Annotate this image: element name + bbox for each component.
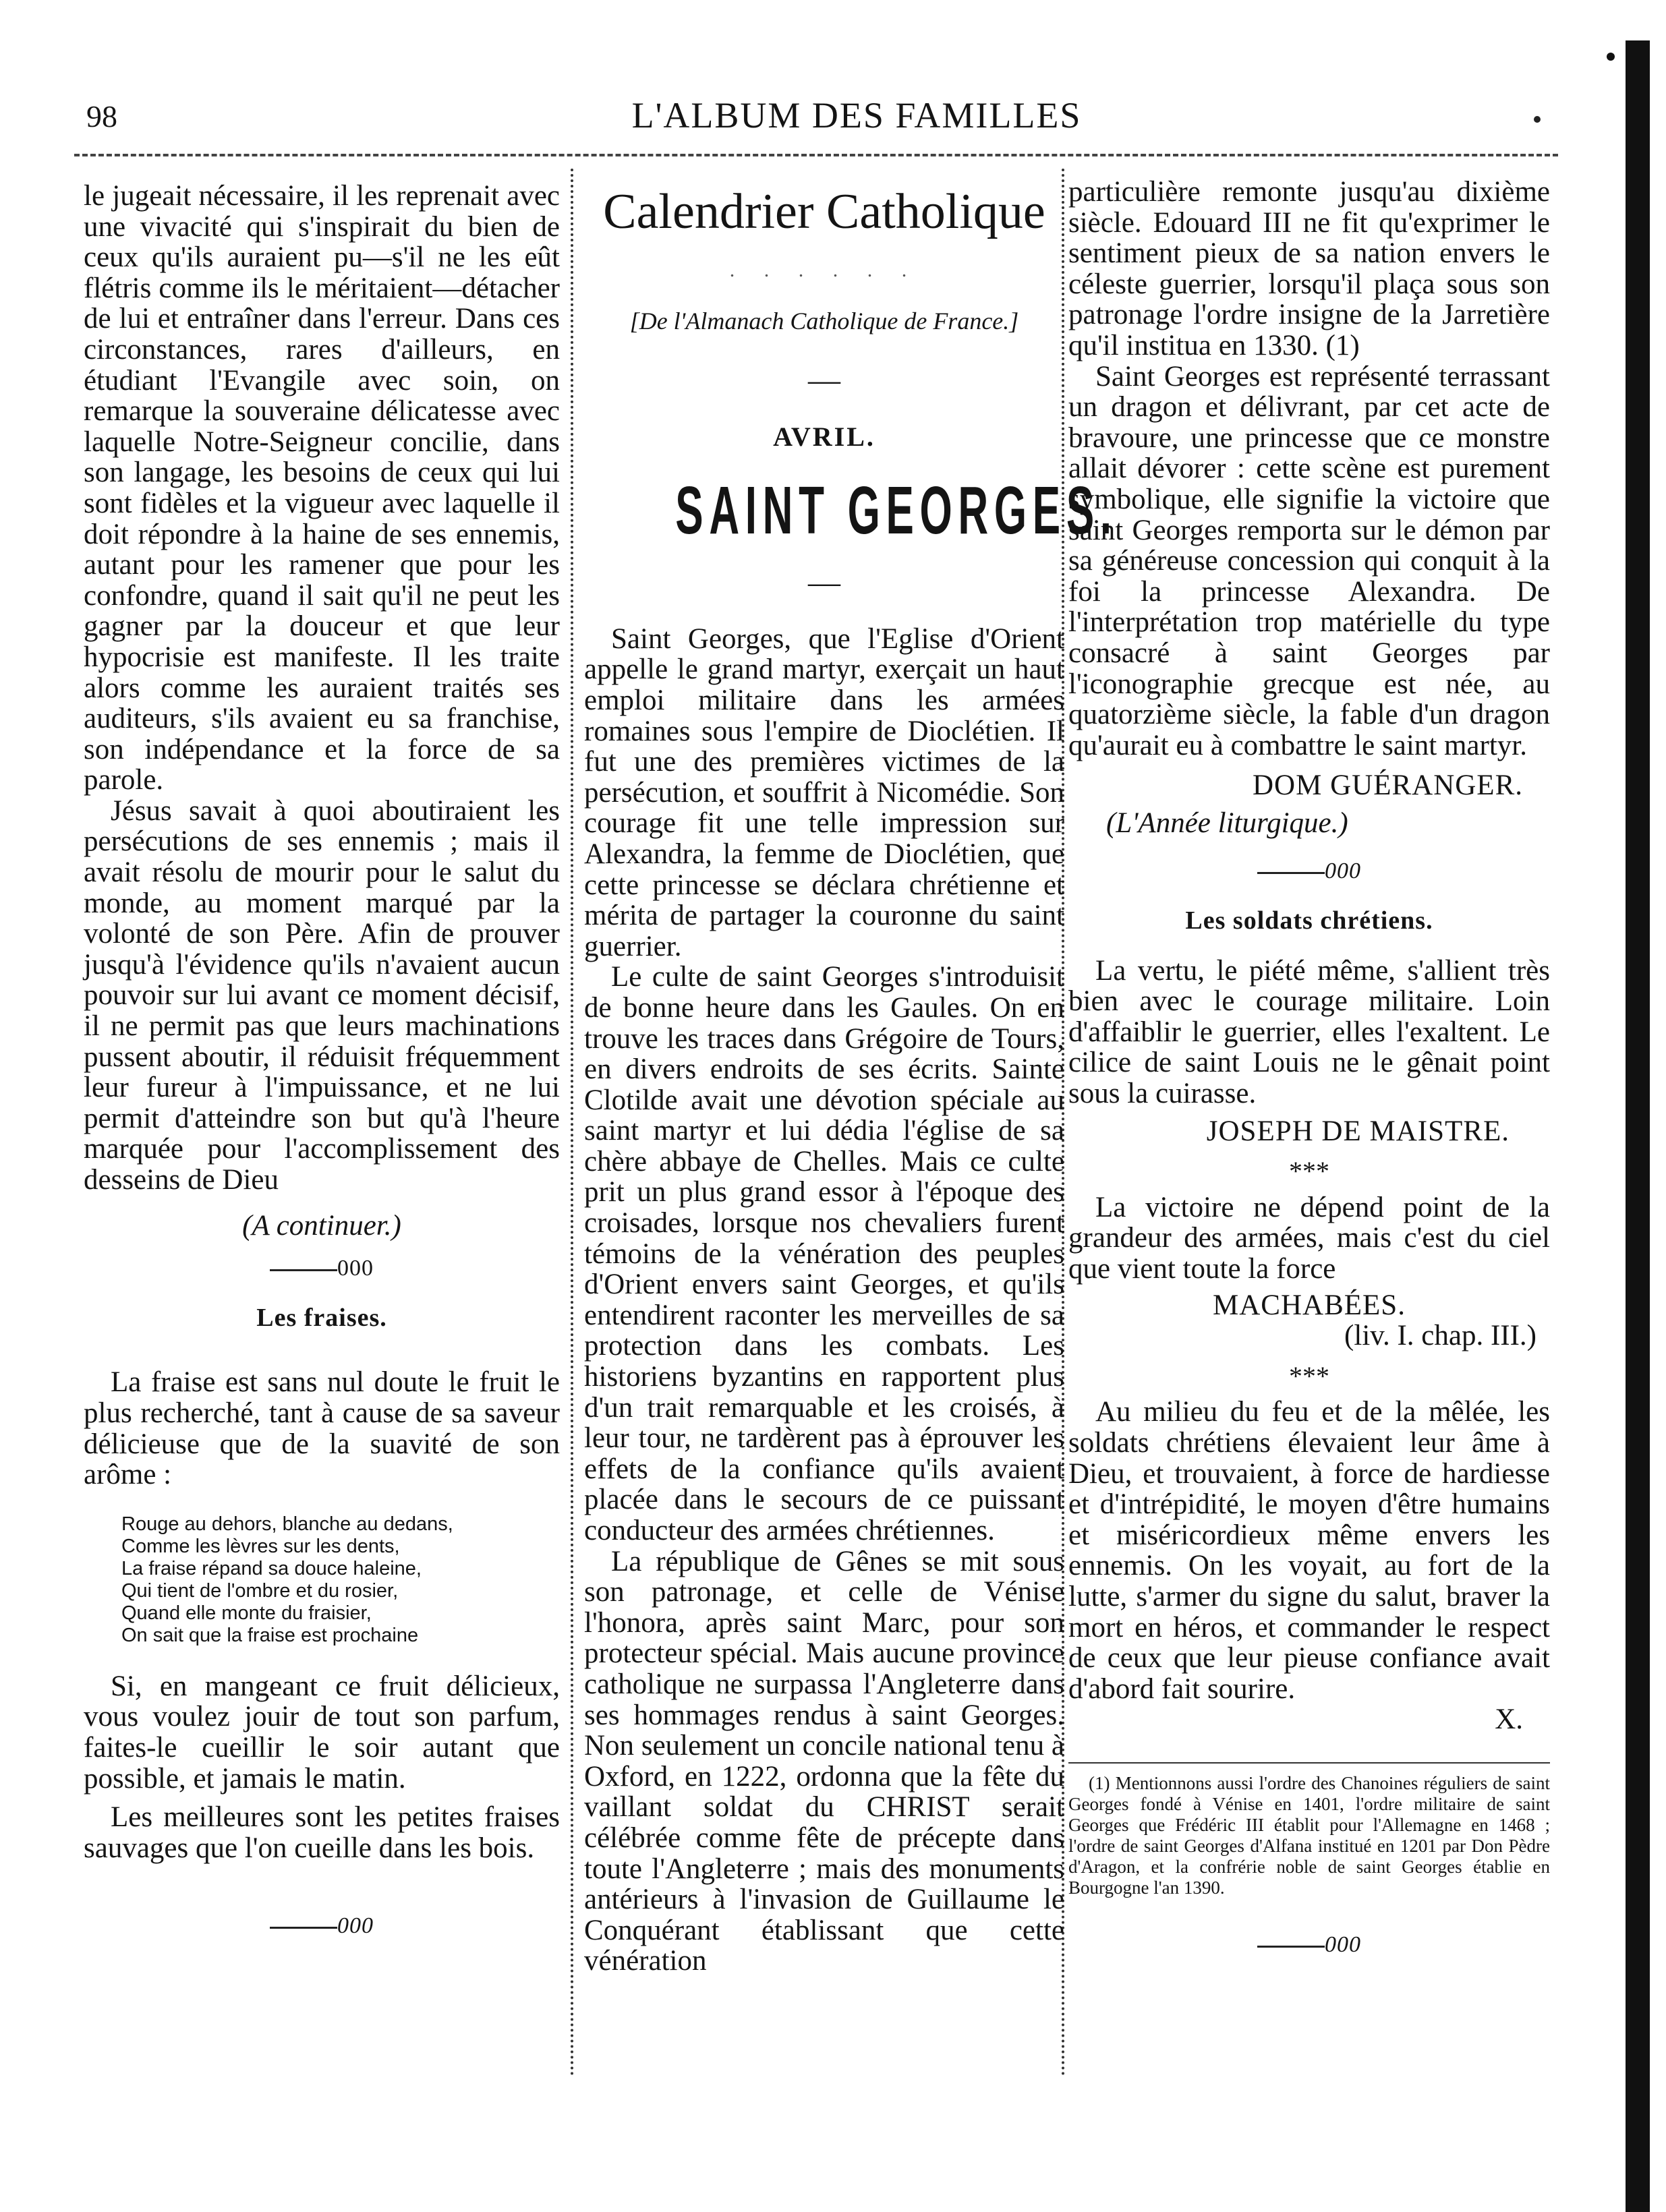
signature: DOM GUÉRANGER. [1253,769,1523,802]
asterism: *** [1289,1156,1329,1187]
article-paragraph: Au milieu du feu et de la mêlée, les soldats chrétiens élevaient leur âme à Dieu, et trouvaient, à force de hardiesse et d'intrépidité, le moyen d'être humains et miséricordieux même envers les ennemis. On les voyait, au fort de la lutte, s'armer du signe du salut, braver la mort en héros, et commander le respect de ceux que leur pieuse confiance avait d'abord fait sourire. [1068,1396,1550,1705]
page-number: 98 [86,99,117,134]
signature: JOSEPH DE MAISTRE. [1206,1115,1510,1147]
footnote-text: (1) Mentionnons aussi l'ordre des Chanoines réguliers de saint Georges fondé à Vénise en 1401, l'ordre militaire de saint Georges que Frédéric III établit pour l'Allemagne en 1468 ; l'ordre de saint Georges d'Alfana institué en 1201 par Don Pèdre d'Aragon, et la confrérie noble de saint Georges établie en Bourgogne l'an 1390. [1068,1772,1550,1898]
dash-separator: — [808,362,840,399]
poem-line: On sait que la fraise est prochaine [121,1624,419,1646]
poem-line: Quand elle monte du fraisier, [121,1602,372,1624]
section-title-fraises: Les fraises. [256,1303,387,1332]
column-separator-1 [571,169,573,2077]
calendar-title: Calendrier Catholique [603,184,1045,239]
publication-title: L'ALBUM DES FAMILLES [631,95,1082,136]
header-rule [74,154,1558,156]
section-separator: 000 [84,1253,560,1284]
poem [121,1513,560,1647]
header-dot [1534,116,1541,123]
signature-reference: (liv. I. chap. III.) [1344,1320,1536,1352]
asterism: *** [1289,1360,1329,1391]
footnote [1068,1762,1550,1898]
continuation-note: (A continuer.) [242,1209,401,1242]
article-paragraph: La république de Gênes se mit sous son patronage, et celle de Vénise l'honora, après saint Marc, pour son protecteur spécial. Mais aucune province catholique ne surpassa l'Angleterre dans ses hommages rendus à saint Georges. Non seulement un concile national tenu à Oxford, en 1222, ordonna que la fête du vaillant soldat du CHRIST serait célébrée comme fête de précepte dans toute l'Angleterre ; mais des monuments antérieurs à l'invasion de Guillaume le Conquérant établissant que cette vénération [584,1545,1064,1977]
article-paragraph: Saint Georges, que l'Eglise d'Orient appelle le grand martyr, exerçait un haut emploi militaire dans les armées romaines sous l'empire de Dioclétien. Il fut une des premières victimes de la persécution, et souffrit à Nicomédie. Son courage fit une telle impression sur Alexandra, la femme de Dioclétien, que cette princesse se déclara chrétienne et mérita de partager la couronne du saint guerrier. [584,622,1064,962]
end-separator: 000 [84,1911,560,1942]
poem-line: La fraise répand sa douce haleine, [121,1557,422,1579]
article-paragraph: Les meilleures sont les petites fraises sauvages que l'on cueille dans les bois. [84,1801,560,1864]
article-paragraph: La fraise est sans nul doute le fruit le plus recherché, tant à cause de sa saveur délicieuse que de la suavité de son arôme : [84,1366,560,1491]
article-paragraph: Si, en mangeant ce fruit délicieux, vous voulez jouir de tout son parfum, faites-le cueillir le soir autant que possible, et jamais le matin. [84,1670,560,1795]
article-paragraph: Le culte de saint Georges s'introduisit de bonne heure dans les Gaules. On en trouve les traces dans Grégoire de Tours, en divers endroits de ses écrits. Sainte Clotilde avait une dévotion spéciale au saint martyr et lui dédia l'église de sa chère abbaye de Chelles. Mais ce culte prit un plus grand essor à l'époque des croisades, lorsque nos chevaliers furent témoins de la vénération des peuples d'Orient envers saint Georges, et qu'ils entendirent raconter les merveilles de sa protection dans les combats. Les historiens byzantins en rapportent plus d'un trait remarquable et les croisés, à leur tour, ne tardèrent pas à éprouver les effets de la confiance qu'ils avaient placée dans le secours de ce puissant conducteur des armées chrétiennes. [584,961,1064,1546]
title-ornament: . . . . . . [729,259,919,281]
column-1 [84,181,560,1960]
scan-edge-bar [1626,40,1650,2212]
article-paragraph: Jésus savait à quoi aboutiraient les persécutions de ses ennemis ; mais il avait résolu de mourir pour le salut du monde, au moment marqué par la volonté de son Père. Afin de prouver jusqu'à l'évidence qu'ils n'avaient aucun pouvoir sur lui avant ce moment décisif, il ne permit pas que leurs machinations pussent aboutir, il réduisit fréquemment leur fureur à l'impuissance, et ne lui permit d'atteindre son but qu'à l'heure marquée pour l'accomplissement des desseins de Dieu [84,794,560,1196]
poem-line: Comme les lèvres sur les dents, [121,1535,400,1557]
calendar-source: [De l'Almanach Catholique de France.] [629,307,1019,334]
dash-separator: — [808,564,840,600]
end-separator: 000 [1068,1929,1550,1960]
saint-heading: SAINT GEORGES. [675,472,1118,548]
section-title-soldats: Les soldats chrétiens. [1185,906,1433,935]
signature: X. [1495,1704,1523,1736]
article-paragraph: La victoire ne dépend point de la grandeur des armées, mais c'est du ciel que vient toute la force [1068,1191,1550,1285]
poem-line: Rouge au dehors, blanche au dedans, [121,1513,453,1535]
article-paragraph: particulière remonte jusqu'au dixième siècle. Edouard III ne fit qu'exprimer le sentiment pieux de sa nation envers le céleste guerrier, lorsqu'il plaça sous son patronage l'ordre insigne de la Jarretière qu'il institua en 1330. (1) [1068,176,1550,361]
article-paragraph: La vertu, le piété même, s'allient très bien avec le courage militaire. Loin d'affaiblir le guerrier, elles l'exaltent. Le cilice de saint Louis ne le gênait point sous la cuirasse. [1068,954,1550,1110]
section-separator: 000 [1068,856,1550,887]
signature: MACHABÉES. [1213,1289,1406,1321]
column-2 [584,181,1118,1977]
column-3 [1068,177,1550,1979]
article-paragraph: Saint Georges est représenté terrassant un dragon et délivrant, par cet acte de bravoure, une princesse que ce monstre allait dévorer : cette scène est purement symbolique, elle signifie la victoire que saint Georges remporta sur le démon par sa généreuse concession qui conquit à la foi la princesse Alexandra. De l'interprétation trop matérielle du type consacré à saint Georges par l'iconographie grecque est née, au quatorzième siècle, la fable d'un dragon qu'aurait eu à combattre le saint martyr. [1068,360,1550,761]
month-heading: AVRIL. [773,421,875,453]
article-paragraph: le jugeait nécessaire, il les reprenait avec une vivacité qui s'inspirait du bien de ceux qu'ils auraient pu—s'il ne les eût flétris comme ils le méritaient—détacher de lui et entraîner dans l'erreur. Dans ces circonstances, rares d'ailleurs, en étudiant l'Evangile avec soin, on remarque la souveraine délicatesse avec laquelle Notre-Seigneur concilie, dans son langage, les besoins de ceux qui lui sont fidèles et la vigueur avec laquelle il doit répondre à la haine de ses ennemis, autant pour les ramener que pour les confondre, quand il sait qu'il ne peut les gagner par la douceur et que leur hypocrisie est manifeste. Il les traite alors comme les auraient traités ses auditeurs, s'ils avaient eu sa franchise, son indépendance et la force de sa parole. [84,180,560,796]
scan-edge-dot [1607,53,1615,61]
source-citation: (L'Année liturgique.) [1106,807,1348,839]
poem-line: Qui tient de l'ombre et du rosier, [121,1579,399,1602]
